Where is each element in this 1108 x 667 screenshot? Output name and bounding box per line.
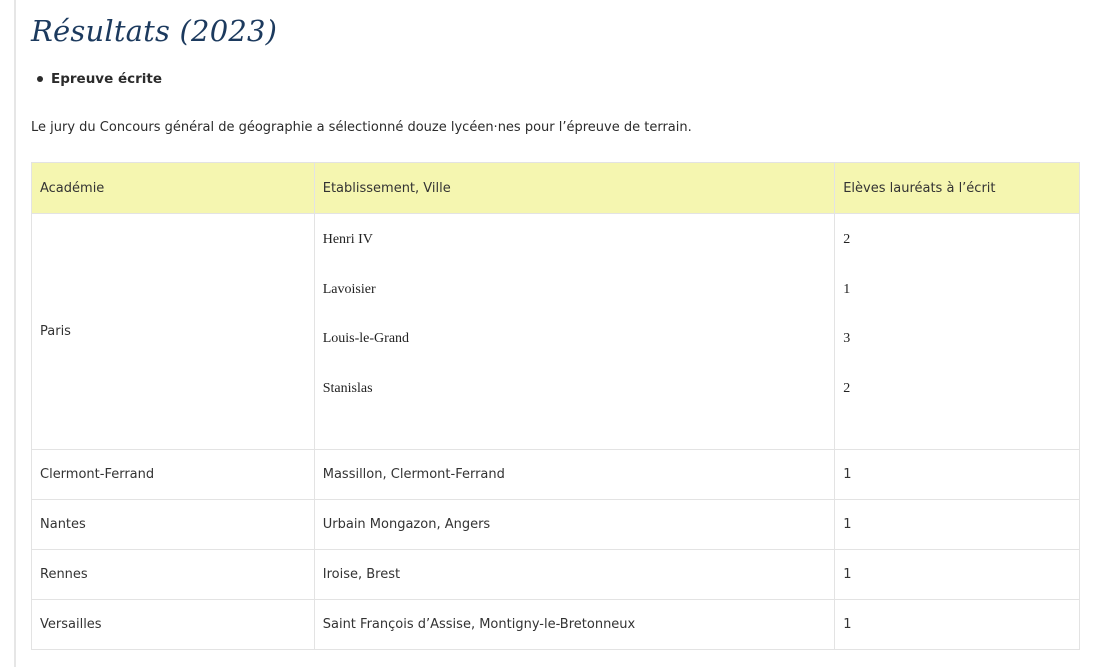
cell-laureats: 1 <box>835 550 1080 600</box>
section-item-epreuve-ecrite: Epreuve écrite <box>51 71 163 87</box>
cell-laureats: 1 <box>835 500 1080 550</box>
header-laureats: Elèves lauréats à l’écrit <box>835 163 1080 214</box>
cell-academie: Versailles <box>32 600 315 650</box>
cell-academie: Nantes <box>32 500 315 550</box>
table-row <box>32 600 1080 650</box>
left-border <box>14 0 16 667</box>
cell-etablissements <box>314 214 834 450</box>
cell-academie: Rennes <box>32 550 315 600</box>
table-row <box>32 550 1080 600</box>
laureats-item: 2 <box>843 380 851 396</box>
table-row <box>32 450 1080 500</box>
cell-academie: Paris <box>32 214 315 450</box>
header-academie: Académie <box>32 163 315 214</box>
section-list <box>31 70 162 88</box>
intro-paragraph: Le jury du Concours général de géographie a sélectionné douze lycéen·nes pour l’épreuve de terrain. <box>31 120 692 135</box>
results-table <box>31 162 1080 650</box>
etablissement-item: Stanislas <box>322 380 373 396</box>
laureats-item: 2 <box>843 232 851 247</box>
laureats-item: 3 <box>843 331 851 346</box>
header-etablissement: Etablissement, Ville <box>314 163 834 214</box>
cell-etablissement: Urbain Mongazon, Angers <box>314 500 834 550</box>
cell-academie: Clermont-Ferrand <box>32 450 315 500</box>
etablissement-item: Lavoisier <box>322 281 376 297</box>
table-header-row <box>32 163 1080 214</box>
cell-etablissement: Massillon, Clermont-Ferrand <box>314 450 834 500</box>
page-title: Résultats (2023) <box>31 14 278 48</box>
cell-etablissement: Iroise, Brest <box>314 550 834 600</box>
cell-laureats <box>835 214 1080 450</box>
cell-laureats: 1 <box>835 450 1080 500</box>
etablissement-item: Henri IV <box>322 232 373 247</box>
table-row <box>32 500 1080 550</box>
table-row <box>32 214 1080 450</box>
etablissement-item: Louis-le-Grand <box>322 331 410 346</box>
laureats-item: 1 <box>843 281 851 297</box>
cell-etablissement: Saint François d’Assise, Montigny-le-Bretonneux <box>314 600 834 650</box>
cell-laureats: 1 <box>835 600 1080 650</box>
